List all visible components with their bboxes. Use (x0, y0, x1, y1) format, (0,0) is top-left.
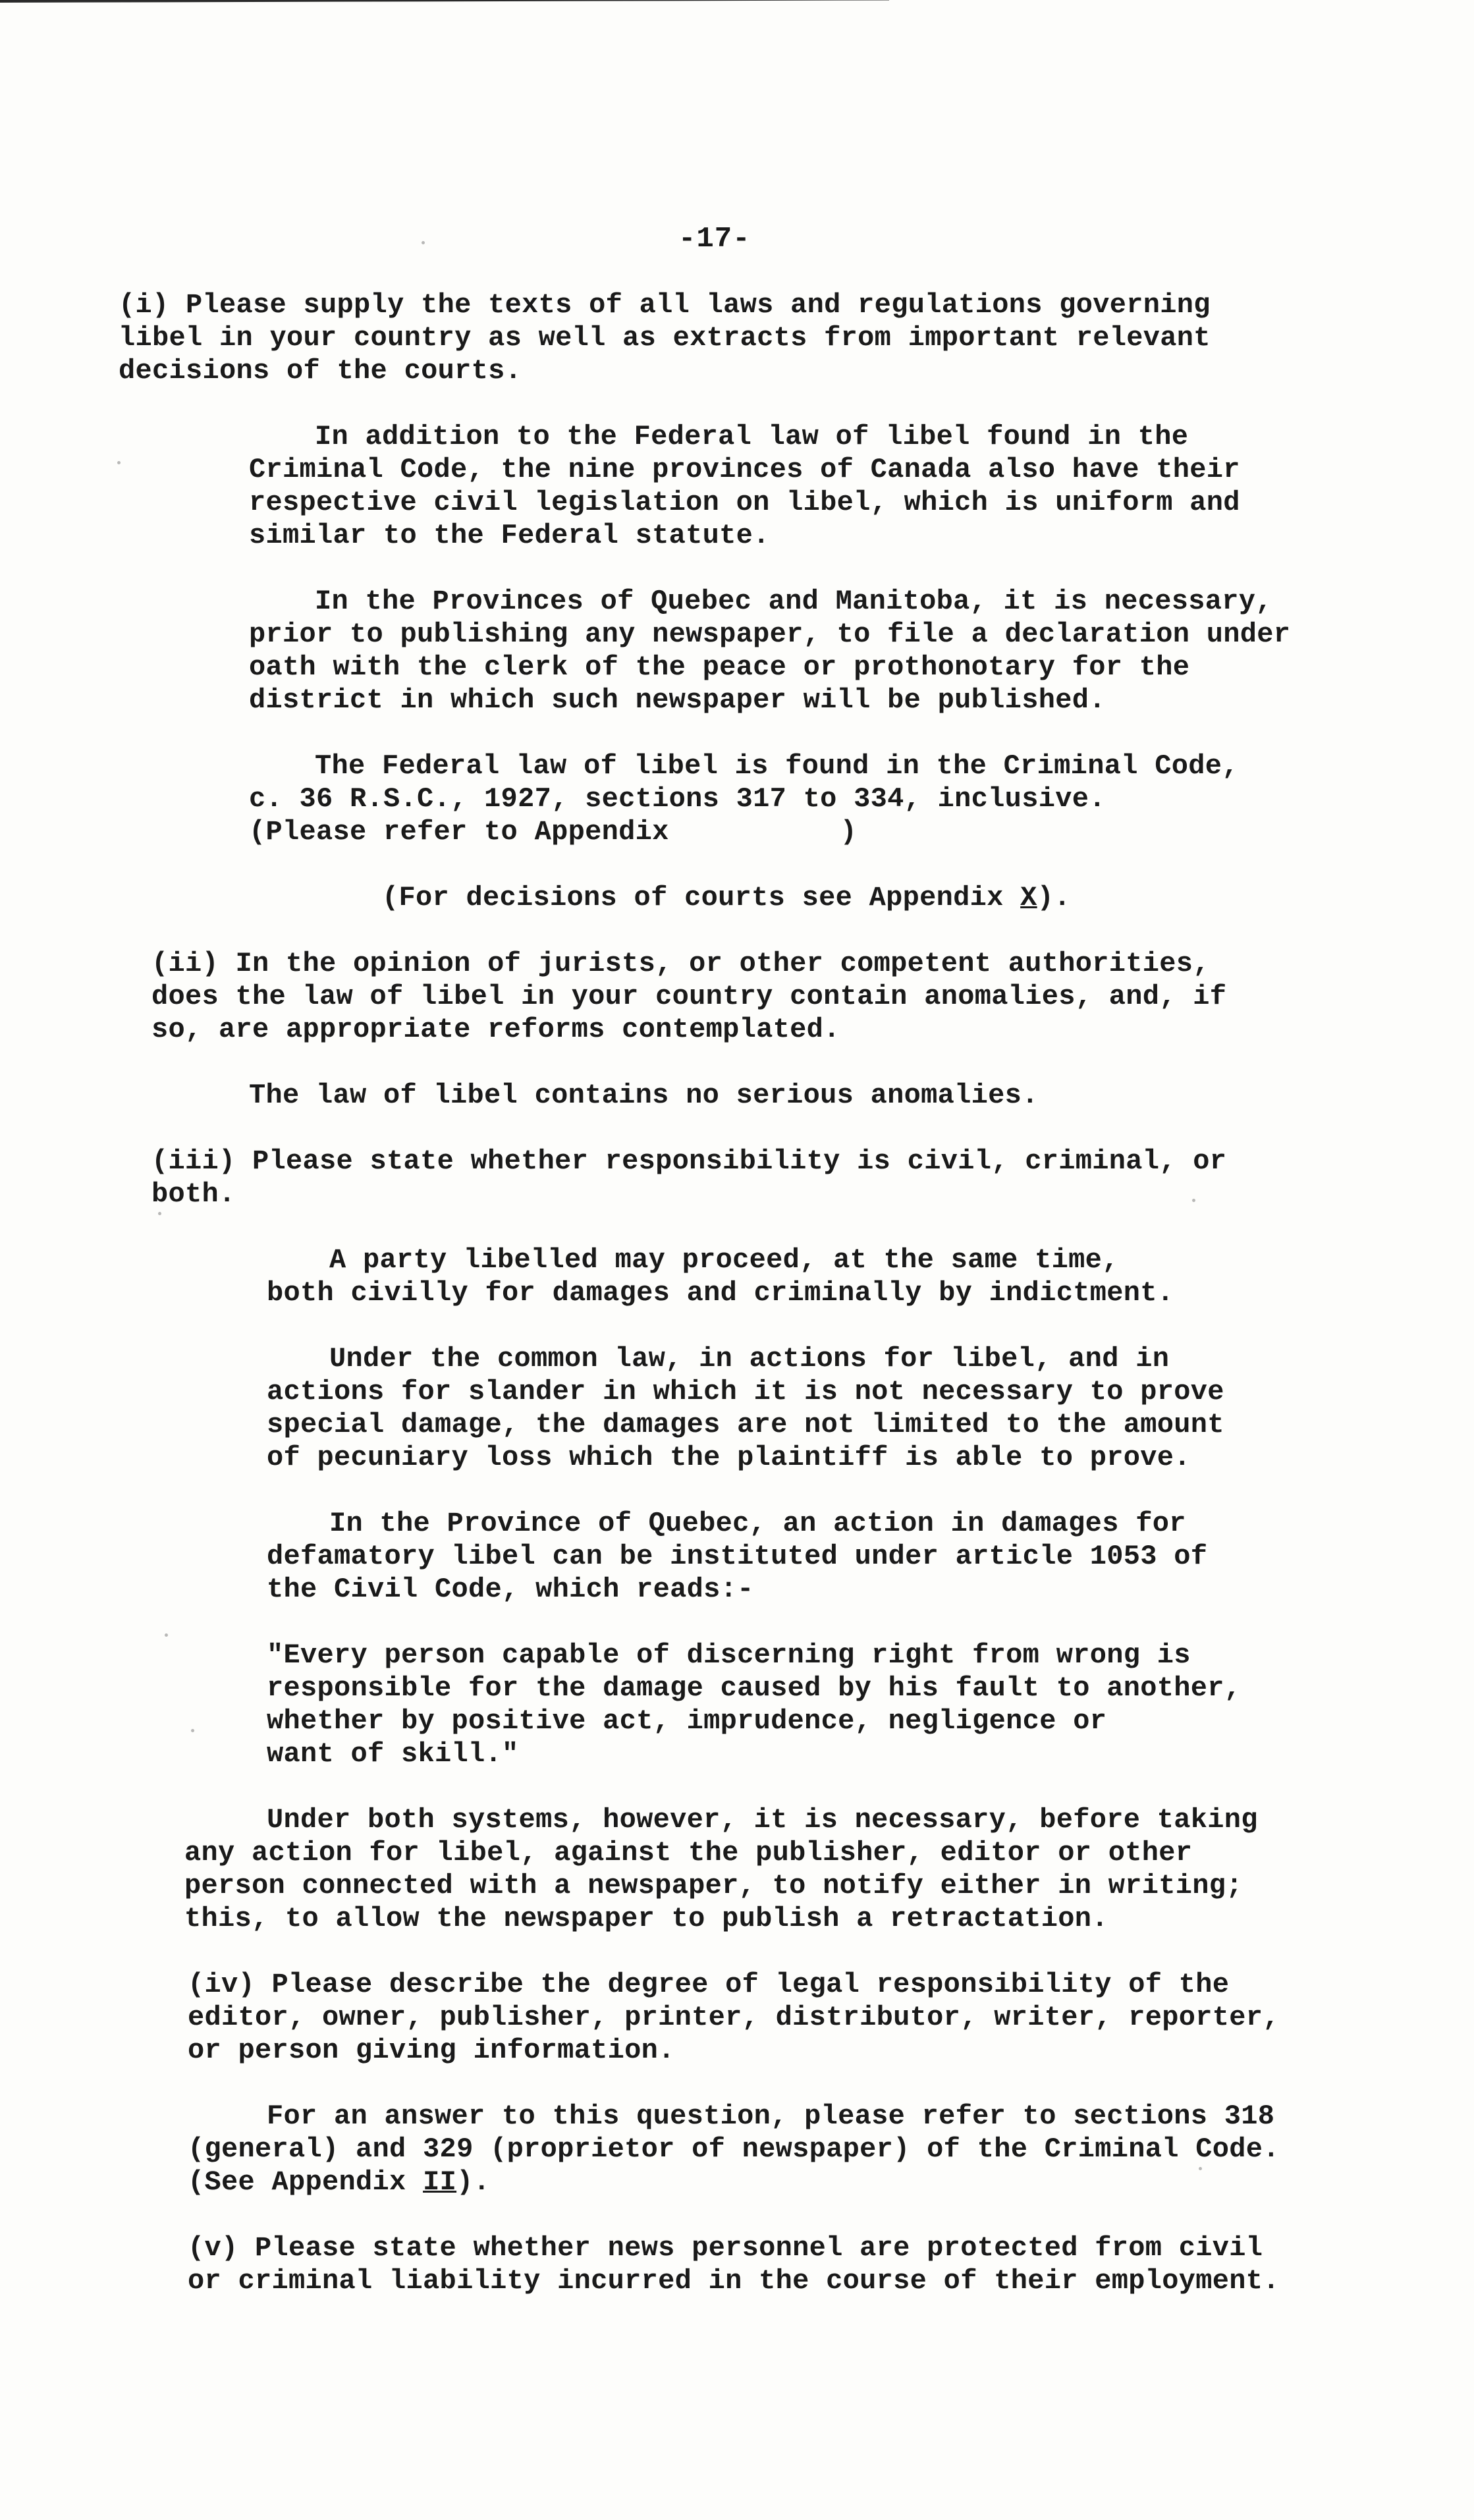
paragraph-11-line-1: For an answer to this question, please refer to sections 318 (267, 2100, 1275, 2132)
question-v-line-1: (v) Please state whether news personnel are protected from civil (188, 2232, 1263, 2264)
paragraph-10-line-3: person connected with a newspaper, to notify either in writing; (184, 1870, 1243, 1902)
paragraph-11-line-3 (188, 2166, 490, 2199)
question-iv-line-1: (iv) Please describe the degree of legal responsibility of the (188, 1969, 1230, 2000)
paragraph-11-line-2: (general) and 329 (proprietor of newspaper) of the Criminal Code. (188, 2133, 1280, 2165)
appendix-roman-x: X (1020, 882, 1037, 914)
appendix-ref-open: (Please refer to Appendix (249, 816, 669, 848)
question-iii-line-2: both. (151, 1178, 236, 1210)
question-i-line-1: (i) Please supply the texts of all laws and regulations governing (119, 289, 1211, 321)
see-appendix-suffix: ). (456, 2166, 491, 2198)
paragraph-3-line-1: The Federal law of libel is found in the Criminal Code, (315, 750, 1239, 782)
paragraph-5-line-1: The law of libel contains no serious anomalies. (249, 1080, 1039, 1111)
paragraph-1-line-1: In addition to the Federal law of libel found in the (315, 421, 1189, 452)
quotation-line-1: "Every person capable of discerning right from wrong is (267, 1639, 1191, 1671)
paragraph-3-line-2: c. 36 R.S.C., 1927, sections 317 to 334, inclusive. (249, 783, 1106, 815)
page-number: -17- (678, 223, 751, 256)
quotation-line-2: responsible for the damage caused by his fault to another, (267, 1672, 1242, 1704)
paragraph-6-line-1: A party libelled may proceed, at the same time, (329, 1244, 1119, 1276)
decisions-prefix: (For decisions of courts see Appendix (382, 882, 1021, 914)
quotation-line-4: want of skill." (267, 1738, 519, 1770)
see-appendix-prefix: (See Appendix (188, 2166, 423, 2198)
paragraph-10-line-2: any action for libel, against the publisher, editor or other (184, 1837, 1193, 1869)
paragraph-10-line-1: Under both systems, however, it is necessary, before taking (267, 1804, 1258, 1836)
question-ii-line-2: does the law of libel in your country contain anomalies, and, if (151, 981, 1227, 1012)
question-iv-line-2: editor, owner, publisher, printer, distributor, writer, reporter, (188, 2002, 1280, 2033)
question-ii-line-3: so, are appropriate reforms contemplated. (151, 1014, 840, 1045)
question-iv-line-3: or person giving information. (188, 2035, 675, 2066)
paragraph-8-line-1: In the Province of Quebec, an action in damages for (329, 1508, 1186, 1539)
paragraph-8-line-2: defamatory libel can be instituted under article 1053 of (267, 1541, 1208, 1572)
paragraph-7-line-4: of pecuniary loss which the plaintiff is able to prove. (267, 1442, 1191, 1473)
scan-speck (1199, 2167, 1202, 2170)
scan-speck (422, 241, 425, 244)
question-i-line-2: libel in your country as well as extracts from important relevant (119, 322, 1211, 354)
scan-speck (117, 461, 121, 464)
scan-speck (191, 1729, 194, 1732)
paragraph-2-line-1: In the Provinces of Quebec and Manitoba, it is necessary, (315, 586, 1272, 617)
question-ii-line-1: (ii) In the opinion of jurists, or other competent authorities, (151, 948, 1210, 979)
quotation-line-3: whether by positive act, imprudence, negligence or (267, 1705, 1107, 1737)
page-top-edge (0, 0, 889, 7)
paragraph-2-line-3: oath with the clerk of the peace or prothonotary for the (249, 651, 1190, 683)
paragraph-7-line-1: Under the common law, in actions for libel, and in (329, 1343, 1170, 1375)
decisions-suffix: ). (1037, 882, 1071, 914)
paragraph-1-line-3: respective civil legislation on libel, which is uniform and (249, 487, 1240, 518)
paragraph-6-line-2: both civilly for damages and criminally by indictment. (267, 1277, 1174, 1309)
paragraph-1-line-4: similar to the Federal statute. (249, 520, 770, 551)
paragraph-8-line-3: the Civil Code, which reads:- (267, 1574, 754, 1605)
paragraph-2-line-2: prior to publishing any newspaper, to file a declaration under (249, 618, 1291, 650)
question-i-line-3: decisions of the courts. (119, 355, 522, 387)
scan-speck (165, 1633, 168, 1637)
scan-speck (1192, 1199, 1195, 1202)
paragraph-2-line-4: district in which such newspaper will be published. (249, 684, 1106, 716)
question-iii-line-1: (iii) Please state whether responsibility is civil, criminal, or (151, 1145, 1227, 1177)
appendix-roman-ii: II (423, 2166, 457, 2198)
question-v-line-2: or criminal liability incurred in the course of their employment. (188, 2265, 1280, 2297)
paragraph-7-line-2: actions for slander in which it is not necessary to prove (267, 1376, 1224, 1408)
appendix-ref-close: ) (840, 816, 858, 848)
paragraph-1-line-2: Criminal Code, the nine provinces of Canada also have their (249, 454, 1240, 485)
paragraph-4-line-1 (382, 881, 1071, 914)
paragraph-10-line-4: this, to allow the newspaper to publish a retractation. (184, 1903, 1108, 1934)
scan-speck (158, 1212, 161, 1215)
paragraph-7-line-3: special damage, the damages are not limited to the amount (267, 1409, 1224, 1440)
paragraph-3-appendix-ref (249, 815, 857, 848)
